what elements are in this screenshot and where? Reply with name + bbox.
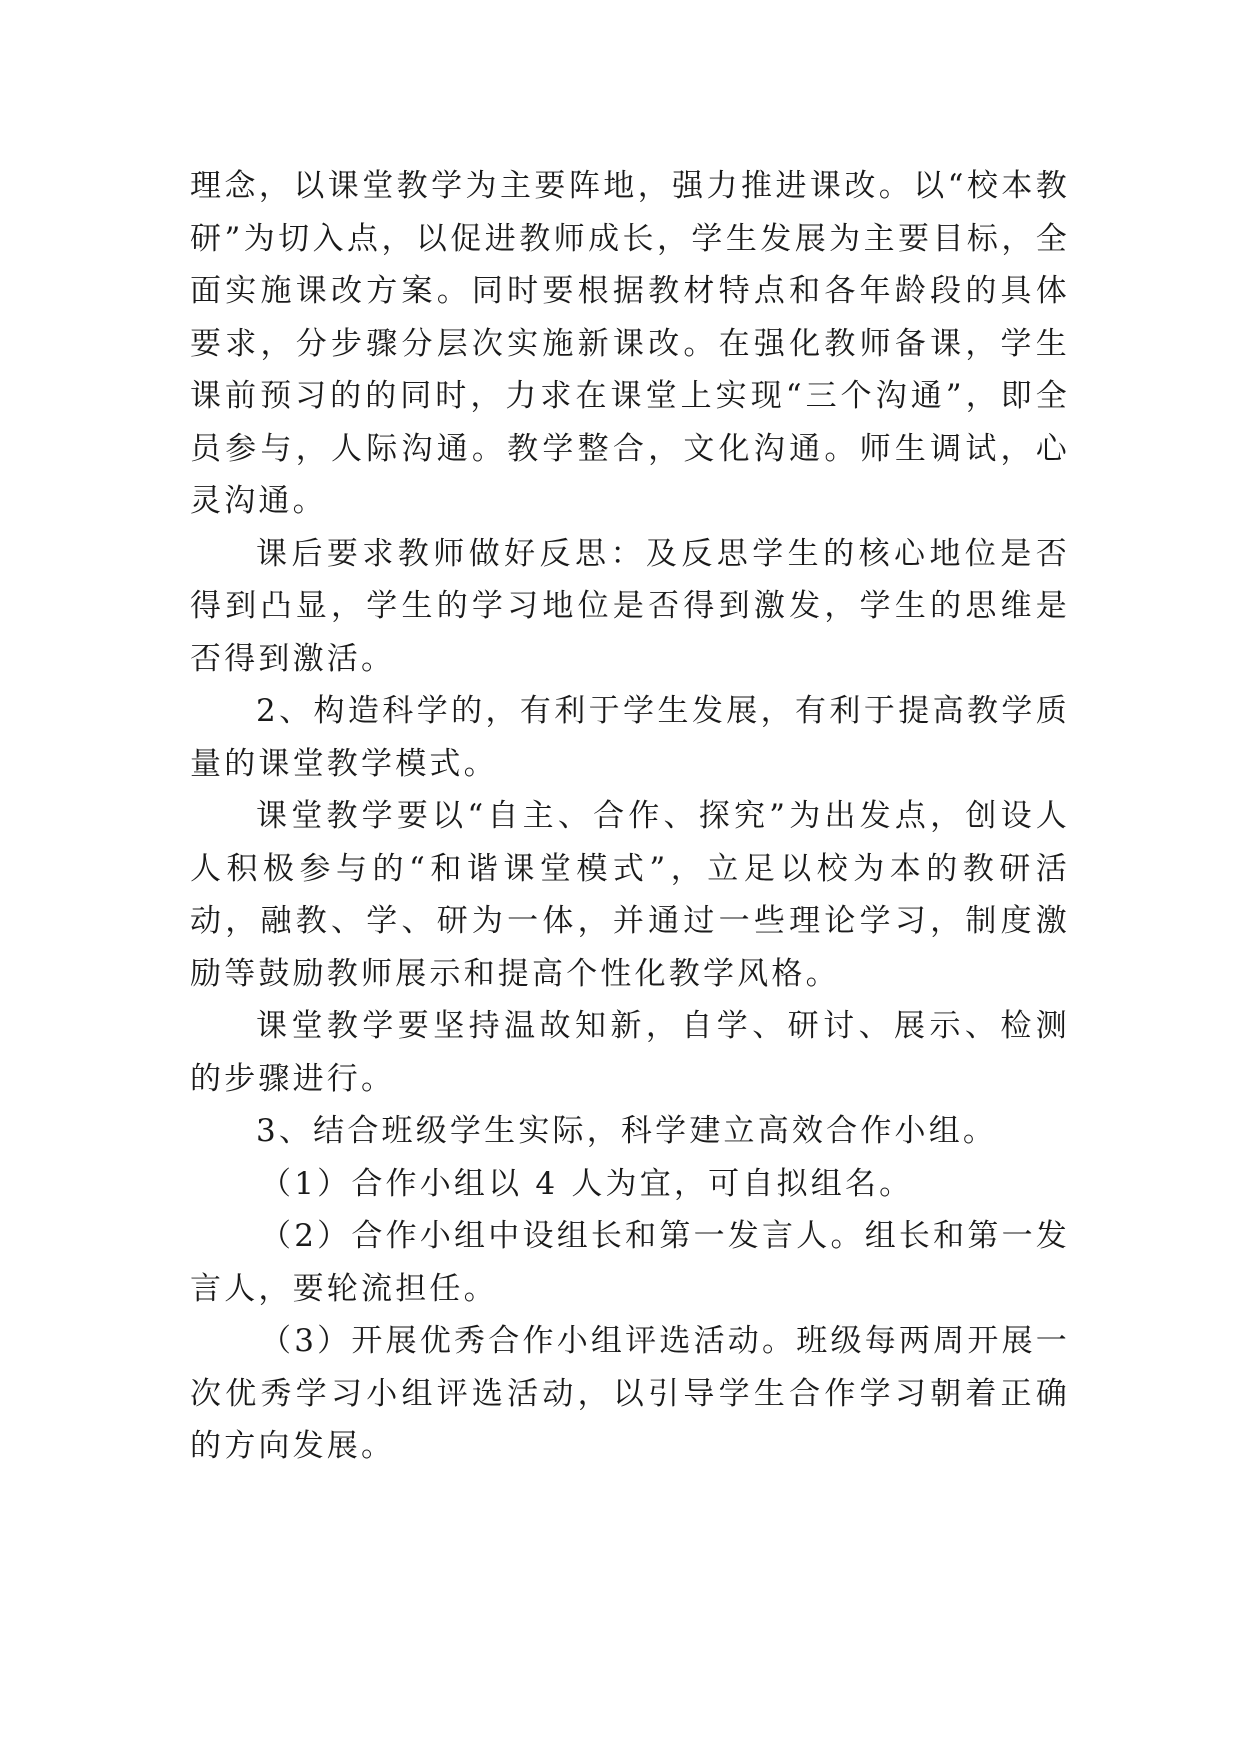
paragraph-continuation: 理念，以课堂教学为主要阵地，强力推进课改。以“校本教研”为切入点，以促进教师成长，学生发展为主要目标，全面实施课改方案。同时要根据教材特点和各年龄段的具体要求，分步骤分层次实施新课改。在强化教师备课，学生课前预习的的同时，力求在课堂上实现“三个沟通”，即全员参与，人际沟通。教学整合，文化沟通。师生调试，心灵沟通。 bbox=[190, 168, 1070, 519]
paragraph-item-2: 2、构造科学的，有利于学生发展，有利于提高教学质量的课堂教学模式。 bbox=[190, 693, 1070, 782]
list-item-3: （3）开展优秀合作小组评选活动。班级每两周开展一次优秀学习小组评选活动，以引导学生合作学习朝着正确的方向发展。 bbox=[190, 1323, 1070, 1464]
list-item-2: （2）合作小组中设组长和第一发言人。组长和第一发言人，要轮流担任。 bbox=[190, 1218, 1070, 1307]
paragraph-classroom-model: 课堂教学要以“自主、合作、探究”为出发点，创设人人积极参与的“和谐课堂模式”，立足以校为本的教研活动，融教、学、研为一体，并通过一些理论学习，制度激励等鼓励教师展示和提高个性化教学风格。 bbox=[190, 798, 1070, 992]
body-text bbox=[190, 160, 1070, 1473]
paragraph-classroom-steps: 课堂教学要坚持温故知新，自学、研讨、展示、检测的步骤进行。 bbox=[190, 1008, 1070, 1097]
list-item-1: （1）合作小组以 4 人为宜，可自拟组名。 bbox=[260, 1165, 914, 1202]
paragraph-reflection: 课后要求教师做好反思：及反思学生的核心地位是否得到凸显，学生的学习地位是否得到激发，学生的思维是否得到激活。 bbox=[190, 535, 1070, 677]
paragraph-item-3: 3、结合班级学生实际，科学建立高效合作小组。 bbox=[256, 1113, 998, 1149]
